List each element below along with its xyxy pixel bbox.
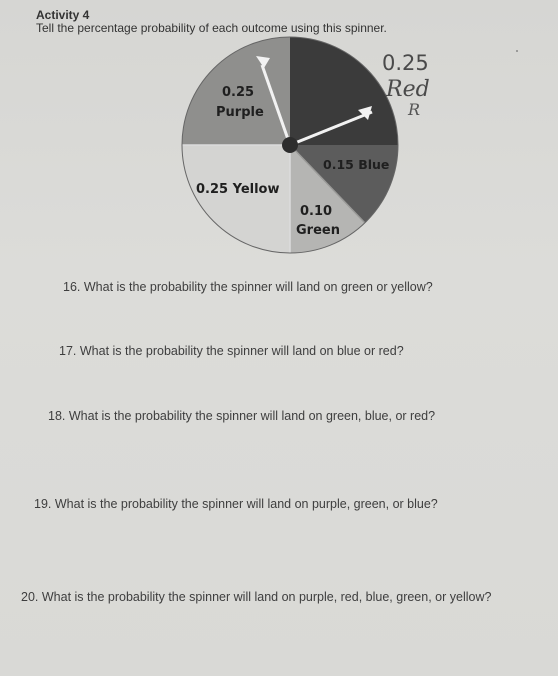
activity-title: Activity 4 xyxy=(36,8,90,22)
question-text: What is the probability the spinner will land on green, blue, or red? xyxy=(68,409,436,423)
question-text: What is the probability the spinner will land on purple, red, blue, green, or yellow? xyxy=(41,590,492,604)
green-label: Green xyxy=(296,223,340,238)
question-17 xyxy=(59,344,404,358)
yellow-label: 0.25 Yellow xyxy=(196,182,280,197)
handwritten-red-value: 0.25 xyxy=(382,51,429,75)
question-19 xyxy=(34,497,438,511)
instructions-text: Tell the percentage probability of each outcome using this spinner. xyxy=(36,21,387,35)
question-18 xyxy=(48,409,435,423)
sector-yellow xyxy=(182,145,290,253)
handwritten-mark: R xyxy=(408,100,421,119)
purple-label: Purple xyxy=(216,105,264,120)
question-number: 18. xyxy=(48,409,66,423)
paper-speck xyxy=(516,50,518,52)
green-value: 0.10 xyxy=(300,204,333,219)
question-number: 16. xyxy=(63,280,81,294)
question-number: 19. xyxy=(34,497,52,511)
purple-value: 0.25 xyxy=(222,85,255,100)
question-text: What is the probability the spinner will land on purple, green, or blue? xyxy=(54,497,438,511)
question-text: What is the probability the spinner will land on blue or red? xyxy=(79,344,404,358)
question-number: 17. xyxy=(59,344,77,358)
question-number: 20. xyxy=(21,590,39,604)
blue-label: 0.15 Blue xyxy=(323,157,390,172)
question-text: What is the probability the spinner will land on green or yellow? xyxy=(83,280,433,294)
spinner-diagram xyxy=(160,30,460,260)
handwritten-red-label: Red xyxy=(386,77,430,102)
question-16 xyxy=(63,280,433,294)
question-20 xyxy=(21,590,491,604)
